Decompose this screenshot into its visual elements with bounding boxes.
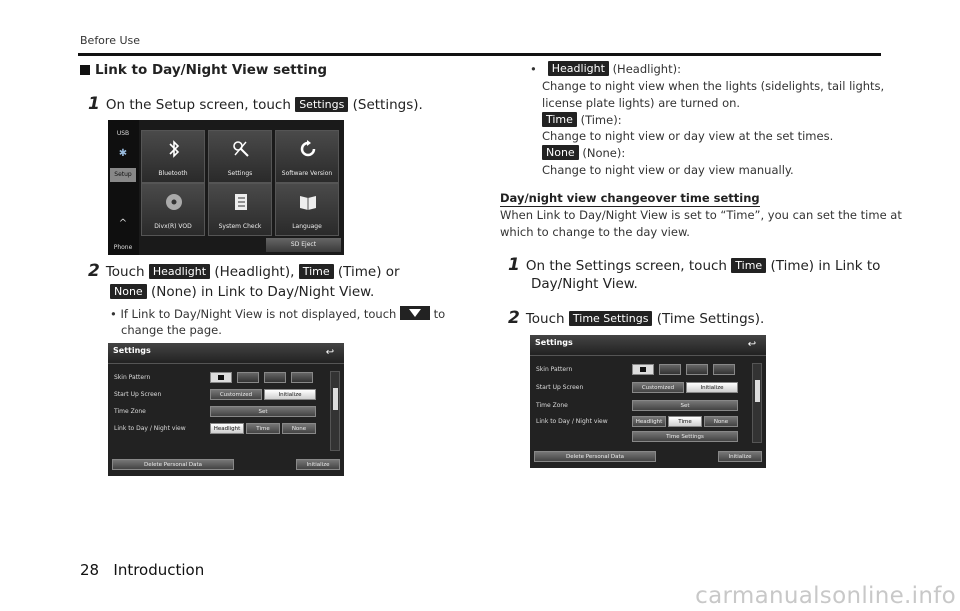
tile-label: System Check	[218, 223, 262, 230]
tile-software-version[interactable]	[275, 130, 339, 183]
note-line-1: • If Link to Day/Night View is not displayed, touch to	[110, 307, 446, 321]
step-2-line2	[110, 283, 374, 302]
scrollbar[interactable]	[752, 363, 762, 443]
headlight-chip: Headlight	[149, 264, 210, 279]
settings-screen-1	[108, 343, 344, 476]
tile-language[interactable]	[275, 183, 339, 236]
step-text: (Settings).	[348, 97, 423, 113]
time-settings-button[interactable]: Time Settings	[632, 431, 738, 442]
watermark: carmanualsonline.info	[695, 583, 956, 609]
bullet-headlight: • Headlight (Headlight):	[530, 62, 681, 76]
tile-settings[interactable]	[208, 130, 272, 183]
customized-button[interactable]: Customized	[210, 389, 262, 400]
row-label: Start Up Screen	[536, 384, 584, 391]
time-chip: Time	[731, 258, 766, 273]
time-zone-set-button[interactable]: Set	[632, 400, 738, 411]
note-text: If Link to Day/Night View is not displayed, touch	[120, 307, 397, 321]
skin-pattern-3[interactable]	[264, 372, 286, 383]
body-text: (Time):	[580, 113, 622, 127]
time-settings-chip: Time Settings	[569, 311, 653, 326]
setup-item[interactable]: Setup	[110, 168, 136, 182]
square-bullet-icon	[80, 65, 90, 75]
none-chip: None	[110, 284, 147, 299]
initialize-all-button[interactable]: Initialize	[718, 451, 762, 462]
customized-button[interactable]: Customized	[632, 382, 684, 393]
initialize-all-button[interactable]: Initialize	[296, 459, 340, 470]
step-1	[88, 95, 423, 115]
step-number: 1	[508, 255, 520, 275]
initialize-button[interactable]: Initialize	[264, 389, 316, 400]
body-text: (None):	[582, 146, 626, 160]
step-text: (None) in Link to Day/Night View.	[146, 284, 375, 300]
subheading	[500, 187, 760, 207]
body-text: When Link to Day/Night View is set to “Time”, you can set the time at	[500, 208, 902, 222]
note-line-2: change the page.	[121, 323, 222, 337]
body-text: license plate lights) are turned on.	[542, 96, 741, 110]
tile-label: Language	[292, 223, 322, 230]
none-chip: None	[542, 145, 579, 160]
step-number: 2	[508, 308, 520, 328]
initialize-button[interactable]: Initialize	[686, 382, 738, 393]
row-label: Time Zone	[114, 408, 146, 415]
note-text: to	[433, 307, 446, 321]
checklist-icon	[231, 192, 251, 212]
step-text: Touch	[525, 311, 569, 327]
step-number: 2	[88, 261, 100, 281]
delete-personal-data-button[interactable]: Delete Personal Data	[534, 451, 656, 462]
body-text: (Headlight):	[612, 62, 681, 76]
chevron-up-icon[interactable]: ^	[118, 218, 128, 229]
usb-item[interactable]: USB	[116, 130, 130, 137]
bluetooth-icon	[164, 139, 184, 159]
skin-pattern-1[interactable]	[632, 364, 654, 375]
skin-pattern-2[interactable]	[659, 364, 681, 375]
tile-label: Bluetooth	[158, 170, 188, 177]
running-header: Before Use	[80, 34, 141, 47]
down-arrow-icon	[400, 306, 430, 320]
tile-divx[interactable]	[141, 183, 205, 236]
time-zone-set-button[interactable]: Set	[210, 406, 316, 417]
scroll-thumb[interactable]	[333, 388, 338, 410]
step-2	[88, 262, 400, 282]
step-text: (Time) or	[333, 264, 400, 280]
step-text: (Time Settings).	[652, 311, 765, 327]
step-text: On the Setup screen, touch	[105, 97, 296, 113]
setup-screen	[108, 120, 344, 255]
none-button[interactable]: None	[282, 423, 316, 434]
time-chip: Time	[299, 264, 334, 279]
body-text: Change to night view when the lights (sidelights, tail lights,	[542, 79, 885, 93]
step-number: 1	[88, 94, 100, 114]
none-button[interactable]: None	[704, 416, 738, 427]
page-footer	[80, 561, 204, 579]
body-text: which to change to the day view.	[500, 225, 690, 239]
step-text: (Headlight),	[210, 264, 299, 280]
skin-pattern-3[interactable]	[686, 364, 708, 375]
body-text: Change to night view or day view manually.	[542, 163, 794, 177]
body-text: Change to night view or day view at the set times.	[542, 129, 834, 143]
row-label: Skin Pattern	[536, 366, 573, 373]
step-text: Day/Night View.	[531, 276, 638, 292]
right-step-2	[508, 309, 764, 329]
time-button[interactable]: Time	[668, 416, 702, 427]
sd-eject-button[interactable]: SD Eject	[266, 238, 341, 252]
headlight-button[interactable]: Headlight	[210, 423, 244, 434]
section-title	[80, 62, 327, 78]
skin-pattern-2[interactable]	[237, 372, 259, 383]
row-label: Start Up Screen	[114, 391, 162, 398]
row-label: Skin Pattern	[114, 374, 151, 381]
tools-icon	[231, 139, 251, 159]
bluetooth-icon: ✱	[118, 148, 128, 159]
delete-personal-data-button[interactable]: Delete Personal Data	[112, 459, 234, 470]
setup-sidebar	[108, 120, 139, 255]
chapter-name: Introduction	[113, 561, 205, 579]
skin-pattern-4[interactable]	[291, 372, 313, 383]
phone-item[interactable]: Phone	[113, 244, 133, 251]
right-step-1	[508, 256, 880, 276]
none-item	[542, 145, 625, 162]
skin-pattern-1[interactable]	[210, 372, 232, 383]
back-icon[interactable]: ↩	[325, 347, 335, 358]
screen-title: Settings	[113, 346, 151, 355]
step-text: (Time) in Link to	[766, 258, 881, 274]
back-icon[interactable]: ↩	[747, 339, 757, 350]
tile-label: Divx(R) VOD	[154, 223, 192, 230]
headlight-button[interactable]: Headlight	[632, 416, 666, 427]
tile-label: Settings	[227, 170, 253, 177]
scrollbar[interactable]	[330, 371, 340, 451]
tile-system-check[interactable]	[208, 183, 272, 236]
time-button[interactable]: Time	[246, 423, 280, 434]
skin-pattern-4[interactable]	[713, 364, 735, 375]
headlight-chip: Headlight	[548, 61, 609, 76]
tile-bluetooth[interactable]	[141, 130, 205, 183]
settings-screen-2	[530, 335, 766, 468]
screen-title: Settings	[535, 338, 573, 347]
time-item	[542, 112, 622, 129]
step-text: On the Settings screen, touch	[525, 258, 732, 274]
disc-icon	[164, 192, 184, 212]
scroll-thumb[interactable]	[755, 380, 760, 402]
header-rule	[78, 53, 881, 56]
row-label: Time Zone	[536, 402, 568, 409]
step-text: Touch	[105, 264, 149, 280]
settings-chip: Settings	[295, 97, 348, 112]
tile-label: Software Version	[281, 170, 333, 177]
subheading-text: Day/night view changeover time setting	[500, 191, 760, 205]
page-number: 28	[80, 561, 100, 579]
refresh-icon	[298, 139, 318, 159]
book-icon	[298, 192, 318, 212]
row-label: Link to Day / Night view	[114, 425, 186, 432]
row-label: Link to Day / Night view	[536, 418, 608, 425]
section-title-text: Link to Day/Night View setting	[95, 62, 328, 78]
time-chip: Time	[542, 112, 577, 127]
